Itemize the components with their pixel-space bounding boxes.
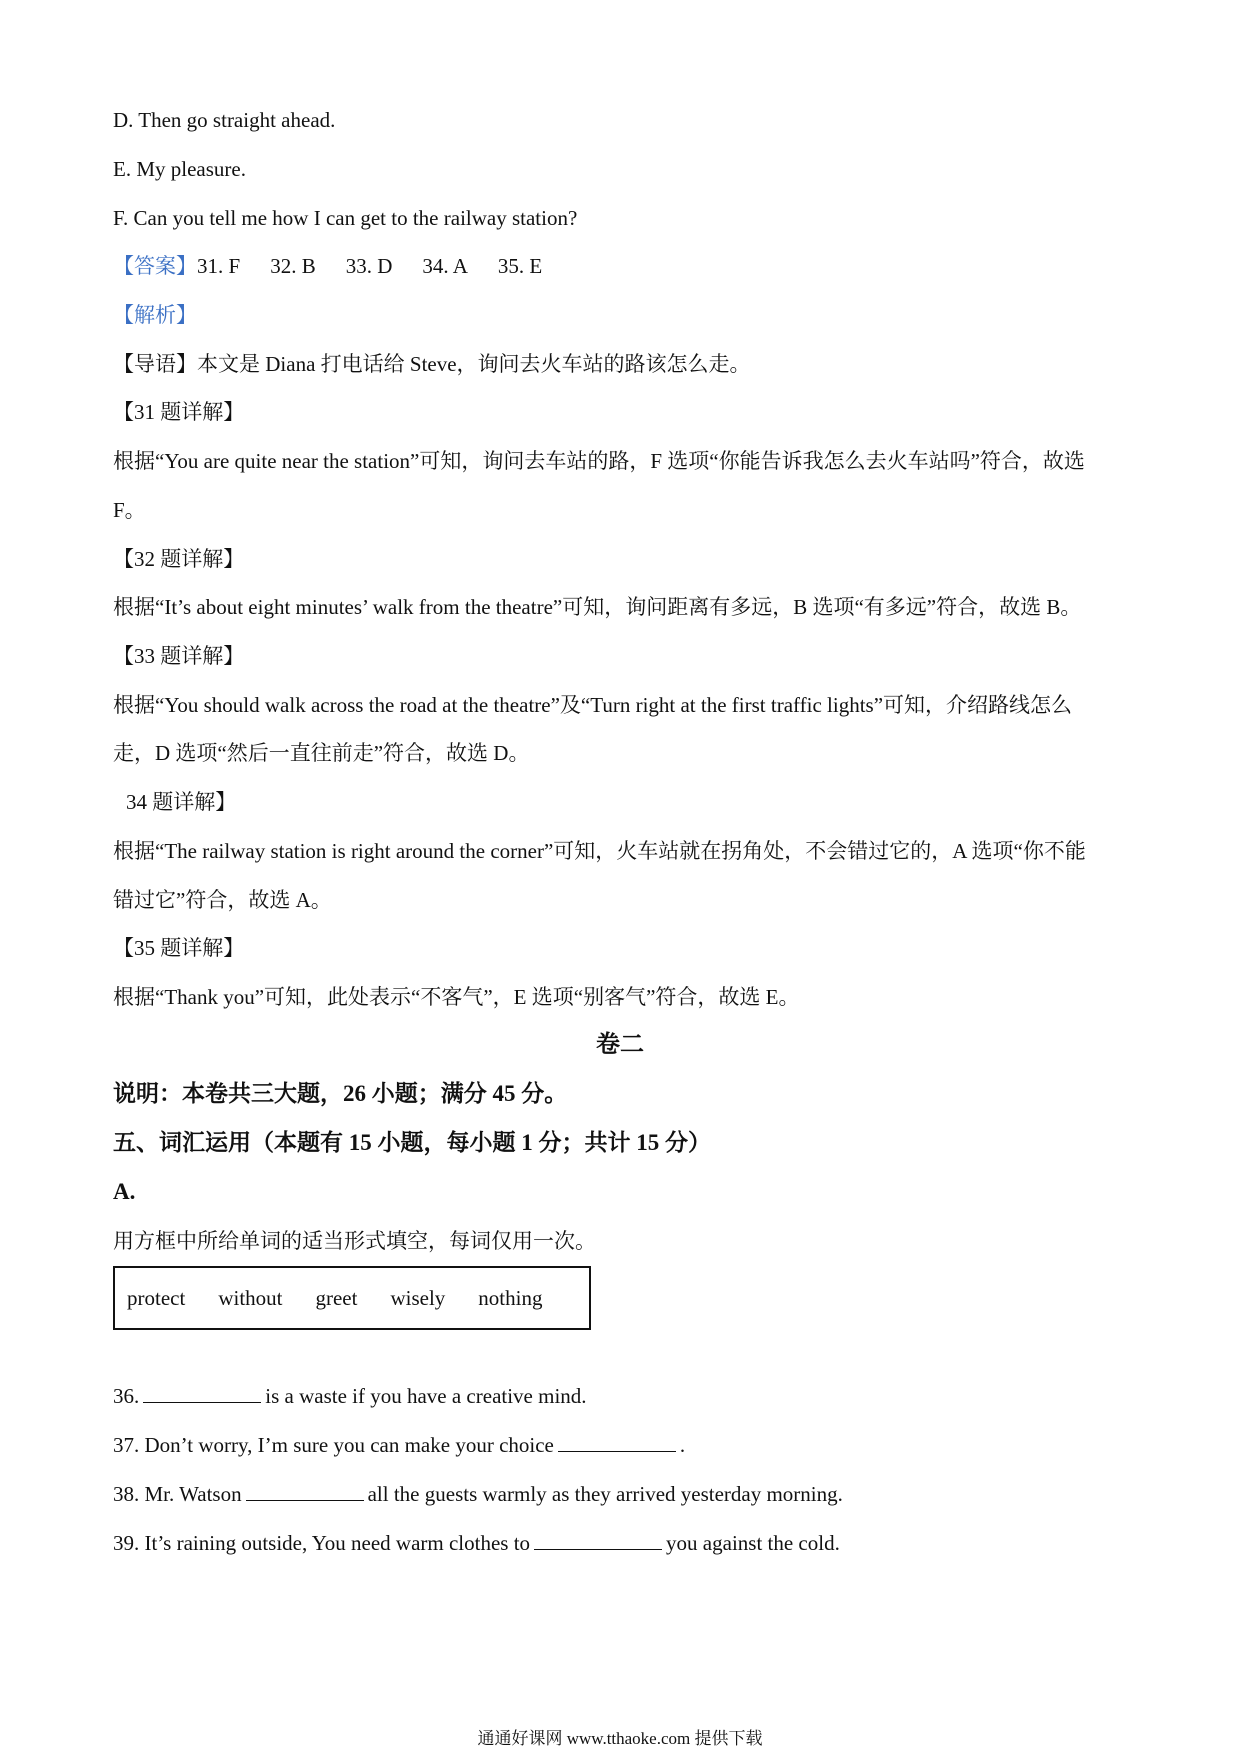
question-36 (113, 1382, 587, 1410)
q34-heading: 34 题详解】 (126, 790, 237, 814)
word-box (113, 1266, 591, 1330)
question-text: 38. Mr. Watson (113, 1482, 242, 1506)
question-text: 37. Don’t worry, I’m sure you can make your choice (113, 1433, 554, 1457)
q35-heading: 【35 题详解】 (113, 936, 245, 960)
q32-explanation-line1: 根据“It’s about eight minutes’ walk from the theatre”可知，询问距离有多远，B 选项“有多远”符合，故选 B。 (113, 595, 1082, 619)
question-39 (113, 1529, 840, 1557)
page-footer: 通通好课网 www.tthaoke.com 提供下载 (477, 1729, 763, 1748)
q31-heading: 【31 题详解】 (113, 400, 245, 424)
part-a-instruction: 用方框中所给单词的适当形式填空，每词仅用一次。 (113, 1229, 596, 1253)
question-text: you against the cold. (666, 1531, 840, 1555)
answer-label: 【答案】 (113, 254, 197, 278)
option-d: D. Then go straight ahead. (113, 108, 336, 132)
section-title: 卷二 (596, 1032, 644, 1058)
analysis-label: 【解析】 (113, 303, 197, 327)
q34-explanation-line1: 根据“The railway station is right around the corner”可知，火车站就在拐角处，不会错过它的，A 选项“你不能 (113, 839, 1086, 863)
q33-heading: 【33 题详解】 (113, 644, 245, 668)
q31-explanation-line1: 根据“You are quite near the station”可知，询问去车站的路，F 选项“你能告诉我怎么去火车站吗”符合，故选 (113, 449, 1085, 473)
part5-title: 五、词汇运用（本题有 15 小题，每小题 1 分；共计 15 分） (113, 1130, 711, 1155)
answer-blank (246, 1480, 364, 1501)
q35-explanation-line1: 根据“Thank you”可知，此处表示“不客气”，E 选项“别客气”符合，故选 E。 (113, 985, 800, 1009)
word-box-item: greet (315, 1285, 358, 1310)
answer-item: 32. B (270, 254, 316, 278)
question-38 (113, 1480, 843, 1508)
q33-explanation-line2: 走，D 选项“然后一直往前走”符合，故选 D。 (113, 741, 530, 765)
word-box-item: without (218, 1285, 283, 1310)
q31-explanation-line2: F。 (113, 498, 146, 522)
question-text: . (679, 1433, 686, 1457)
word-box-item: wisely (390, 1285, 446, 1310)
question-37 (113, 1431, 685, 1459)
answer-item: 34. A (422, 254, 468, 278)
answer-item: 33. D (345, 254, 393, 278)
question-text: 39. It’s raining outside, You need warm clothes to (113, 1531, 531, 1555)
answer-blank (558, 1431, 676, 1452)
answer-item: 31. F (197, 254, 241, 278)
answer-blank (534, 1529, 662, 1550)
option-e: E. My pleasure. (113, 157, 246, 181)
answer-line (113, 252, 542, 280)
q33-explanation-line1: 根据“You should walk across the road at the theatre”及“Turn right at the first traffic lights”可知，介绍路线怎么 (113, 693, 1073, 717)
q32-heading: 【32 题详解】 (113, 547, 245, 571)
section-instructions: 说明：本卷共三大题，26 小题；满分 45 分。 (113, 1081, 568, 1106)
answer-blank (143, 1382, 261, 1403)
question-number: 36. (113, 1384, 140, 1408)
answer-item: 35. E (497, 254, 543, 278)
part-a-label: A. (113, 1179, 136, 1204)
question-text: all the guests warmly as they arrived yesterday morning. (367, 1482, 843, 1506)
word-box-item: protect (127, 1285, 186, 1310)
intro-text: 【导语】本文是 Diana 打电话给 Steve，询问去火车站的路该怎么走。 (113, 352, 751, 376)
word-box-item: nothing (478, 1285, 543, 1310)
option-f: F. Can you tell me how I can get to the railway station? (113, 206, 578, 230)
q34-explanation-line2: 错过它”符合，故选 A。 (113, 888, 332, 912)
question-text: is a waste if you have a creative mind. (265, 1384, 587, 1408)
